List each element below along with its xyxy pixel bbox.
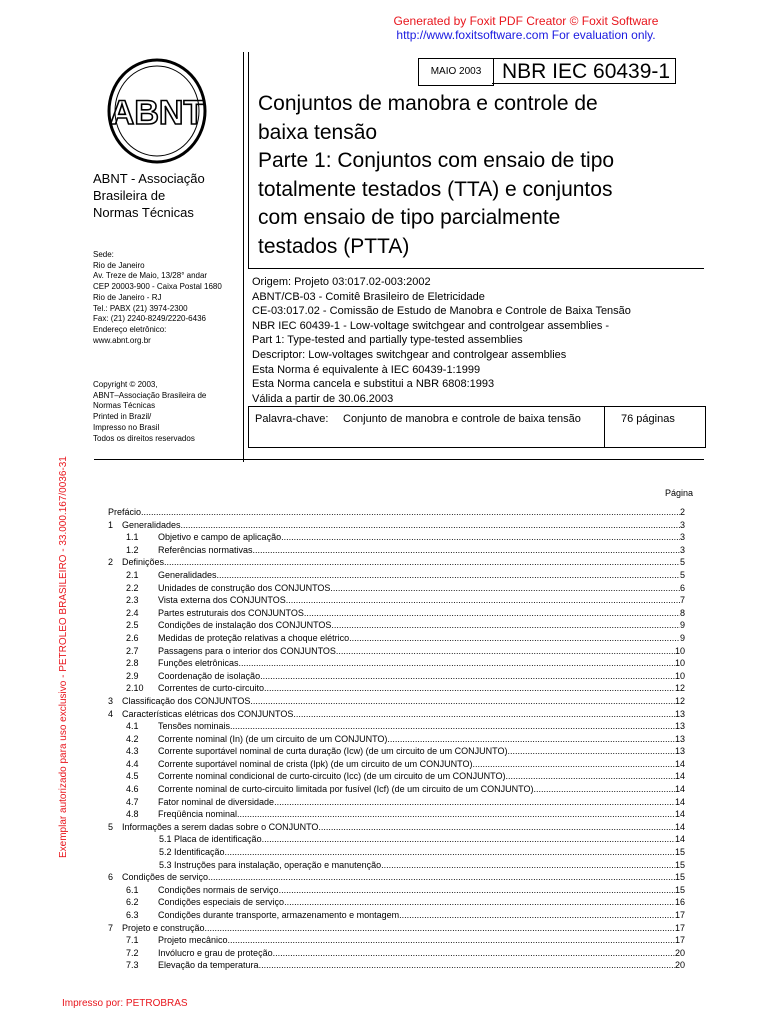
toc-entry-title: Condições durante transporte, armazenamento e montagem bbox=[158, 910, 400, 920]
toc-entry-number: 1 bbox=[108, 519, 114, 530]
toc-entry-number: 2.5 bbox=[126, 620, 139, 631]
toc-leader-dots bbox=[228, 934, 675, 947]
toc-entry-number: 2.2 bbox=[126, 582, 139, 593]
toc-entry-title: 5.3 Instruções para instalação, operação e manutenção bbox=[159, 859, 382, 870]
toc-leader-dots bbox=[253, 544, 680, 557]
toc-leader-dots bbox=[387, 733, 675, 746]
toc-entry-title: Fator nominal de diversidade bbox=[158, 796, 275, 807]
norm-number: NBR IEC 60439-1 bbox=[492, 58, 676, 84]
toc-entry[interactable] bbox=[108, 594, 685, 607]
toc-entry-number: 4.3 bbox=[126, 746, 139, 757]
org-line: Normas Técnicas bbox=[93, 205, 194, 220]
document-title bbox=[258, 90, 698, 261]
toc-entry[interactable] bbox=[108, 833, 685, 846]
toc-entry[interactable] bbox=[108, 657, 685, 670]
toc-entry-title: Generalidades bbox=[122, 519, 181, 530]
toc-entry-page: 20 bbox=[674, 947, 685, 958]
toc-entry[interactable] bbox=[108, 783, 685, 796]
toc-entry-page: 8 bbox=[679, 607, 685, 618]
toc-entry[interactable] bbox=[108, 745, 685, 758]
toc-leader-dots bbox=[279, 884, 675, 897]
org-line: Brasileira de bbox=[93, 188, 166, 203]
toc-entry-title: Corrente nominal (In) (de um circuito de um CONJUNTO) bbox=[158, 733, 388, 744]
toc-entry-number: 5 bbox=[108, 821, 114, 832]
toc-entry[interactable] bbox=[108, 922, 685, 935]
toc-entry-number: 4.7 bbox=[126, 796, 139, 807]
toc-leader-dots bbox=[225, 846, 675, 859]
toc-entry-number: 2.1 bbox=[126, 569, 139, 580]
toc-entry[interactable] bbox=[108, 758, 685, 771]
toc-entry-title: Características elétricas dos CONJUNTOS bbox=[122, 708, 294, 719]
toc-entry-number: 1.1 bbox=[126, 532, 139, 543]
keyword-label: Palavra-chave: bbox=[255, 413, 329, 425]
toc-leader-dots bbox=[230, 720, 675, 733]
printed-by: Impresso por: PETROBRAS bbox=[62, 998, 188, 1009]
toc-entry-number bbox=[108, 859, 159, 872]
origin-line: CE-03:017.02 - Comissão de Estudo de Manobra e Controle de Baixa Tensão bbox=[252, 305, 631, 318]
toc-entry-page: 14 bbox=[674, 771, 685, 782]
toc-entry-number: 6 bbox=[108, 872, 114, 883]
toc-leader-dots bbox=[208, 871, 675, 884]
toc-entry-number: 7.3 bbox=[126, 960, 139, 971]
toc-entry-title: 5.1 Placa de identificação bbox=[159, 834, 262, 845]
origin-line: Válida a partir de 30.06.2003 bbox=[252, 392, 394, 405]
sede-line: Tel.: PABX (21) 3974-2300 bbox=[93, 303, 188, 313]
sede-line: Sede: bbox=[93, 250, 114, 259]
toc-leader-dots bbox=[281, 531, 680, 544]
toc-entry-number: 4.6 bbox=[126, 784, 139, 795]
origin-line: NBR IEC 60439-1 - Low-voltage switchgear and controlgear assemblies - bbox=[252, 319, 610, 332]
toc-entry-number: 6.3 bbox=[126, 910, 139, 920]
toc-leader-dots bbox=[264, 682, 675, 695]
toc-leader-dots bbox=[286, 594, 680, 607]
toc-entry-title: Condições normais de serviço bbox=[158, 884, 279, 895]
toc-entry-page: 14 bbox=[674, 809, 685, 820]
toc-entry[interactable] bbox=[108, 846, 685, 859]
toc-entry-number bbox=[108, 846, 159, 859]
toc-entry[interactable] bbox=[108, 720, 685, 733]
sede-line: Av. Treze de Maio, 13/28° andar bbox=[93, 271, 208, 281]
abnt-logo bbox=[106, 58, 208, 169]
toc-entry[interactable] bbox=[108, 770, 685, 783]
toc-entry[interactable] bbox=[108, 607, 685, 620]
toc-entry-number: 2.6 bbox=[126, 632, 139, 643]
toc-entry-page: 17 bbox=[674, 922, 685, 933]
toc-entry-title: Condições especiais de serviço bbox=[158, 897, 285, 908]
toc-entry-page: 3 bbox=[679, 532, 685, 543]
toc-leader-dots bbox=[273, 947, 675, 960]
title-line: testados (PTTA) bbox=[258, 234, 410, 258]
toc-entry-page: 5 bbox=[679, 569, 685, 580]
toc-entry-page: 13 bbox=[674, 708, 685, 719]
copyright-line: Impresso no Brasil bbox=[93, 422, 160, 432]
toc-entry-title: Vista externa dos CONJUNTOS bbox=[158, 595, 286, 606]
toc-entry[interactable] bbox=[108, 670, 685, 683]
toc-entry[interactable] bbox=[108, 896, 685, 909]
copyright-line: ABNT–Associação Brasileira de bbox=[93, 390, 207, 400]
toc-entry[interactable] bbox=[108, 708, 685, 721]
toc-entry-title: Informações a serem dadas sobre o CONJUNTO bbox=[122, 821, 319, 832]
title-line: Parte 1: Conjuntos com ensaio de tipo bbox=[258, 149, 615, 172]
origin-info bbox=[252, 275, 692, 406]
toc-entry[interactable] bbox=[108, 695, 685, 708]
toc-leader-dots bbox=[533, 783, 675, 796]
toc-entry[interactable] bbox=[108, 544, 685, 557]
toc-entry-page: 15 bbox=[674, 872, 685, 883]
toc-entry-title: Coordenação de isolação bbox=[158, 670, 261, 681]
toc-entry-title: Unidades de construção dos CONJUNTOS bbox=[158, 582, 331, 593]
origin-line: Origem: Projeto 03:017.02-003:2002 bbox=[252, 276, 431, 288]
toc-entry[interactable] bbox=[108, 645, 685, 658]
toc-entry-page: 9 bbox=[679, 632, 685, 643]
origin-line: Part 1: Type-tested and partially type-tested assemblies bbox=[252, 334, 523, 347]
organization-name bbox=[93, 170, 243, 221]
toc-entry-page: 13 bbox=[674, 746, 685, 757]
toc-entry-page: 12 bbox=[674, 695, 685, 706]
copyright-info bbox=[93, 380, 253, 444]
toc-leader-dots bbox=[331, 619, 680, 632]
toc-entry-page: 6 bbox=[679, 582, 685, 593]
toc-leader-dots bbox=[262, 833, 675, 846]
toc-entry[interactable] bbox=[108, 531, 685, 544]
keyword-text: Conjunto de manobra e controle de baixa tensão bbox=[343, 413, 581, 425]
toc-leader-dots bbox=[399, 909, 675, 922]
toc-entry[interactable] bbox=[108, 947, 685, 960]
toc-entry-page: 7 bbox=[679, 595, 685, 606]
toc-entry-number: 4.2 bbox=[126, 733, 139, 744]
toc-entry[interactable] bbox=[108, 821, 685, 834]
toc-entry-title: Partes estruturais dos CONJUNTOS bbox=[158, 607, 304, 618]
toc-entry-title: 5.2 Identificação bbox=[159, 847, 225, 858]
pagina-header: Página bbox=[665, 488, 694, 498]
toc-entry[interactable] bbox=[108, 506, 685, 519]
toc-entry-title: Corrente suportável nominal de crista (Ipk) (de um circuito de um CONJUNTO) bbox=[158, 758, 473, 769]
toc-leader-dots bbox=[330, 582, 680, 595]
toc-entry[interactable] bbox=[108, 569, 685, 582]
toc-leader-dots bbox=[259, 959, 675, 972]
toc-entry[interactable] bbox=[108, 808, 685, 821]
toc-leader-dots bbox=[205, 922, 675, 935]
toc-entry-number: 2.9 bbox=[126, 670, 139, 681]
publication-date: MAIO 2003 bbox=[418, 58, 494, 86]
toc-entry-page: 2 bbox=[679, 507, 685, 517]
copyright-line: Printed in Brazil/ bbox=[93, 412, 152, 422]
sede-line: Fax: (21) 2240-8249/2220-6436 bbox=[93, 314, 206, 324]
page-count: 76 páginas bbox=[621, 413, 675, 425]
toc-entry-number: 3 bbox=[108, 695, 114, 706]
toc-entry-title: Condições de instalação dos CONJUNTOS bbox=[158, 620, 332, 631]
toc-entry-title: Freqüência nominal bbox=[158, 809, 238, 820]
toc-entry-title: Corrente nominal condicional de curto-circuito (Icc) (de um circuito de um CONJUNTO) bbox=[158, 771, 506, 782]
toc-entry-title: Elevação da temperatura bbox=[158, 960, 259, 971]
toc-entry-page: 12 bbox=[674, 683, 685, 694]
toc-entry-title: Objetivo e campo de aplicação bbox=[158, 532, 282, 543]
toc-entry-page: 14 bbox=[674, 834, 685, 845]
sede-line: CEP 20003-900 - Caixa Postal 1680 bbox=[93, 282, 222, 292]
toc-leader-dots bbox=[336, 645, 675, 658]
title-line: baixa tensão bbox=[258, 120, 378, 144]
toc-entry-title: Referências normativas bbox=[158, 544, 253, 555]
toc-entry-page: 3 bbox=[679, 519, 685, 530]
toc-entry-number: 1.2 bbox=[126, 544, 139, 555]
toc-entry-page: 10 bbox=[674, 670, 685, 681]
toc-entry-title: Projeto e construção bbox=[122, 922, 205, 933]
toc-entry-page: 15 bbox=[674, 847, 685, 858]
toc-entry-number: 4.4 bbox=[126, 758, 139, 769]
toc-entry[interactable] bbox=[108, 619, 685, 632]
toc-entry-page: 14 bbox=[674, 821, 685, 832]
toc-entry-page: 14 bbox=[674, 796, 685, 807]
title-line: Conjuntos de manobra e controle de bbox=[258, 92, 598, 115]
org-line: ABNT - Associação bbox=[93, 171, 205, 186]
toc-entry-page: 10 bbox=[674, 645, 685, 656]
toc-entry-title: Classificação dos CONJUNTOS bbox=[122, 695, 251, 706]
toc-entry-number: 4 bbox=[108, 708, 114, 719]
toc-entry-page: 5 bbox=[679, 557, 685, 568]
toc-leader-dots bbox=[304, 607, 680, 620]
sede-line: Endereço eletrônico: bbox=[93, 324, 167, 334]
toc-entry-title: Condições de serviço bbox=[122, 872, 209, 883]
toc-entry-number: 6.2 bbox=[126, 897, 139, 908]
toc-entry-title: Funções eletrônicas bbox=[158, 658, 239, 669]
toc-leader-dots bbox=[164, 556, 680, 569]
title-divider-bottom bbox=[248, 268, 704, 269]
toc-leader-dots bbox=[274, 796, 675, 809]
toc-leader-dots bbox=[284, 896, 675, 909]
sede-info bbox=[93, 250, 253, 346]
origin-line: Esta Norma é equivalente à IEC 60439-1:1999 bbox=[252, 363, 481, 376]
toc-leader-dots bbox=[239, 657, 675, 670]
toc-leader-dots bbox=[260, 670, 675, 683]
toc-entry-page: 9 bbox=[679, 620, 685, 631]
toc-entry[interactable] bbox=[108, 682, 685, 695]
toc-entry-title: Generalidades bbox=[158, 569, 217, 580]
toc-entry[interactable] bbox=[108, 556, 685, 569]
toc-entry-number: 2.3 bbox=[126, 595, 139, 606]
toc-leader-dots bbox=[293, 708, 675, 721]
title-line: com ensaio de tipo parcialmente bbox=[258, 206, 561, 229]
toc-entry-number: 2.8 bbox=[126, 658, 139, 669]
toc-entry[interactable] bbox=[108, 582, 685, 595]
toc-entry-page: 17 bbox=[674, 910, 685, 920]
toc-entry-title: Correntes de curto-circuito bbox=[158, 683, 265, 694]
origin-line: Descriptor: Low-voltages switchgear and controlgear assemblies bbox=[252, 348, 567, 361]
toc-entry-page: 10 bbox=[674, 658, 685, 669]
toc-entry-title: Medidas de proteção relativas a choque elétrico bbox=[158, 632, 350, 643]
table-of-contents bbox=[108, 506, 685, 972]
license-watermark: Exemplar autorizado para uso exclusivo - PETROLEO BRASILEIRO - 33.000.167/0036-31 bbox=[58, 456, 69, 858]
toc-entry-number: 7.2 bbox=[126, 947, 139, 958]
toc-entry-number: 2.7 bbox=[126, 645, 139, 656]
toc-leader-dots bbox=[217, 569, 680, 582]
keyword-divider bbox=[604, 407, 605, 447]
toc-top-rule bbox=[94, 459, 704, 460]
toc-leader-dots bbox=[505, 770, 675, 783]
toc-entry-title: Passagens para o interior dos CONJUNTOS bbox=[158, 645, 336, 656]
toc-leader-dots bbox=[141, 506, 680, 519]
toc-entry[interactable] bbox=[108, 909, 685, 922]
toc-entry-title: Corrente nominal de curto-circuito limitada por fusível (Icf) (de um circuito de um CONJUNTO) bbox=[158, 784, 534, 795]
toc-entry-title: Projeto mecânico bbox=[158, 935, 228, 946]
toc-entry[interactable] bbox=[108, 859, 685, 872]
toc-entry-page: 16 bbox=[674, 897, 685, 908]
toc-entry-title: Definições bbox=[122, 557, 165, 568]
toc-entry-page: 17 bbox=[674, 935, 685, 946]
toc-entry[interactable] bbox=[108, 519, 685, 532]
toc-entry[interactable] bbox=[108, 632, 685, 645]
toc-entry[interactable] bbox=[108, 884, 685, 897]
toc-entry-page: 3 bbox=[679, 544, 685, 555]
toc-leader-dots bbox=[381, 859, 675, 872]
toc-leader-dots bbox=[250, 695, 675, 708]
toc-entry[interactable] bbox=[108, 934, 685, 947]
title-divider-left bbox=[248, 52, 249, 268]
toc-entry-page: 13 bbox=[674, 721, 685, 732]
toc-leader-dots bbox=[237, 808, 675, 821]
origin-line: ABNT/CB-03 - Comitê Brasileiro de Eletricidade bbox=[252, 290, 485, 303]
copyright-line: Copyright © 2003, bbox=[93, 380, 158, 389]
toc-entry-number: 2.4 bbox=[126, 607, 139, 618]
toc-entry-number bbox=[108, 833, 159, 846]
toc-entry-number: 2 bbox=[108, 557, 114, 568]
toc-entry-page: 13 bbox=[674, 733, 685, 744]
toc-entry-number: 7 bbox=[108, 922, 114, 933]
toc-leader-dots bbox=[507, 745, 675, 758]
toc-entry[interactable] bbox=[108, 959, 685, 972]
foxit-watermark bbox=[386, 14, 666, 42]
copyright-line: Normas Técnicas bbox=[93, 401, 156, 411]
sede-line: Rio de Janeiro bbox=[93, 260, 145, 270]
toc-entry-page: 14 bbox=[674, 784, 685, 795]
toc-entry-number: 4.5 bbox=[126, 771, 139, 782]
sede-line: www.abnt.org.br bbox=[93, 335, 151, 345]
toc-entry-page: 20 bbox=[674, 960, 685, 971]
toc-leader-dots bbox=[181, 519, 680, 532]
keyword-box bbox=[248, 406, 706, 448]
title-line: totalmente testados (TTA) e conjuntos bbox=[258, 177, 613, 201]
toc-leader-dots bbox=[318, 821, 675, 834]
toc-entry-title: Invólucro e grau de proteção bbox=[158, 947, 273, 958]
toc-entry[interactable] bbox=[108, 871, 685, 884]
toc-entry-title: Tensões nominais bbox=[158, 721, 231, 732]
toc-entry-title: Corrente suportável nominal de curta duração (Icw) (de um circuito de um CONJUNTO) bbox=[158, 746, 508, 757]
toc-entry-number: 4.8 bbox=[126, 809, 139, 820]
toc-entry-title: Prefácio bbox=[108, 507, 142, 517]
toc-entry-number: 7.1 bbox=[126, 935, 139, 946]
foxit-line-1: Generated by Foxit PDF Creator © Foxit Software bbox=[393, 14, 659, 28]
origin-line: Esta Norma cancela e substitui a NBR 6808:1993 bbox=[252, 378, 495, 391]
toc-leader-dots bbox=[472, 758, 675, 771]
toc-entry-page: 14 bbox=[674, 758, 685, 769]
copyright-line: Todos os direitos reservados bbox=[93, 433, 195, 443]
toc-entry-number: 4.1 bbox=[126, 721, 139, 732]
sede-line: Rio de Janeiro - RJ bbox=[93, 292, 162, 302]
toc-entry-page: 15 bbox=[674, 859, 685, 870]
logo-letters: ABNT bbox=[109, 94, 205, 132]
toc-entry-number: 2.10 bbox=[126, 683, 144, 694]
toc-entry-page: 15 bbox=[674, 884, 685, 895]
foxit-line-2: http://www.foxitsoftware.com For evaluation only. bbox=[396, 28, 656, 42]
toc-entry-number: 6.1 bbox=[126, 884, 139, 895]
toc-leader-dots bbox=[349, 632, 680, 645]
toc-entry[interactable] bbox=[108, 733, 685, 746]
toc-entry[interactable] bbox=[108, 796, 685, 809]
